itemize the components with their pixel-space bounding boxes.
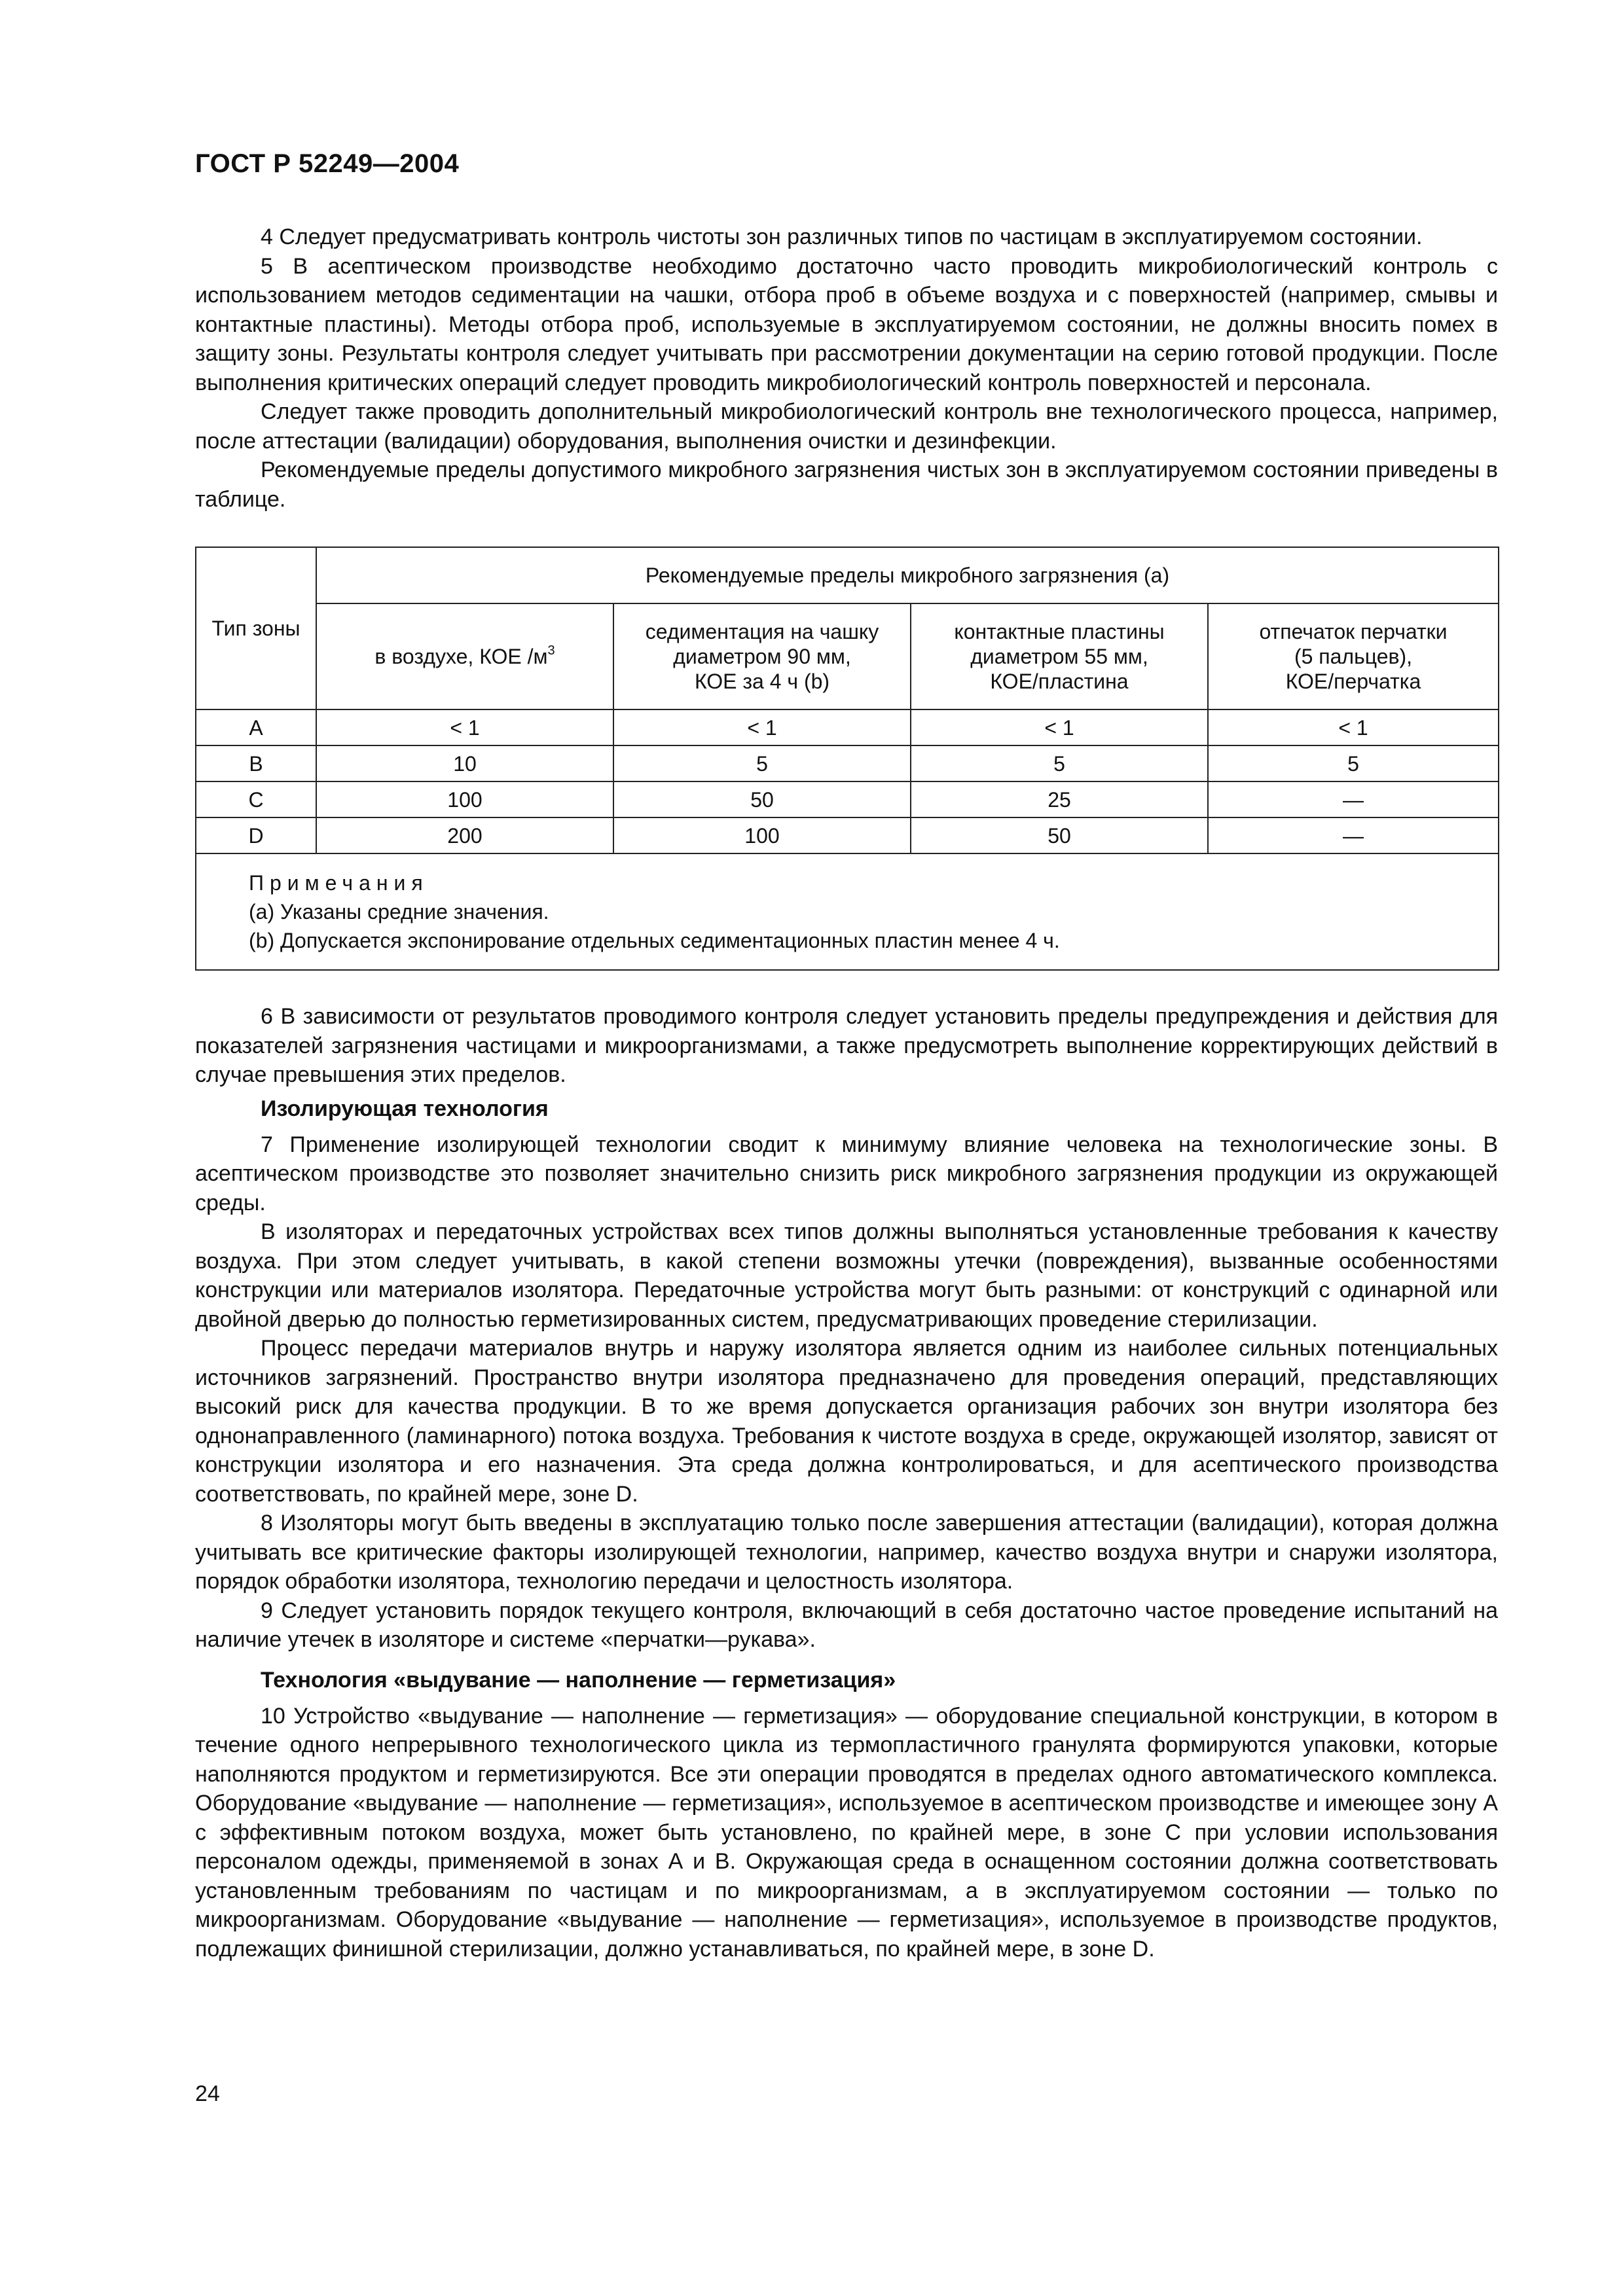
limits-group-header: Рекомендуемые пределы микробного загрязнения (a) (316, 547, 1499, 603)
paragraph-5-additional: Следует также проводить дополнительный микробиологический контроль вне технологического процесса, например, после аттестации (валидации) оборудования, выполнения очистки и дезинфекции. (195, 399, 1498, 454)
table-notes (196, 853, 1499, 970)
table-row (196, 781, 1499, 817)
air-cell: 100 (316, 781, 613, 817)
table-notes-row (196, 853, 1499, 970)
paragraph-10: 10 Устройство «выдувание — наполнение — герметизация» — оборудование специальной конструкции, в котором в течение одного непрерывного технологического цикла из термопластичного гранулята формируются упаковки, которые наполняются продуктом и герметизируются. Все эти операции проводятся в пределах одного автоматического комплекса. Оборудование «выдувание — наполнение — герметизация», используемое в асептическом производстве и имеющее зону А с эффективным потоком воздуха, может быть установлено, по крайней мере, в зоне С при условии использования персоналом одежды, применяемой в зонах А и В. Окружающая среда в оснащенном состоянии должна соответствовать установленным требованиям по частицам и по микроорганизмам, а в эксплуатируемом состоянии — только по микроорганизмам. Оборудование «выдувание — наполнение — герметизация», используемое в производстве продуктов, подлежащих финишной стерилизации, должно устанавливаться, по крайней мере, в зоне D. (195, 1703, 1498, 1962)
section-heading-blow-fill-seal: Технология «выдувание — наполнение — герметизация» (261, 1667, 896, 1693)
air-cell: 10 (316, 745, 613, 781)
note-a: (a) Указаны средние значения. (249, 900, 549, 924)
microbial-limits-table-wrap (195, 547, 1498, 971)
contact-plates-column-header: контактные пластины диаметром 55 мм, КОЕ/пластина (911, 603, 1208, 709)
zone-cell: B (196, 745, 316, 781)
paragraph-6: 6 В зависимости от результатов проводимого контроля следует установить пределы предупреждения и действия для показателей загрязнения частицами и микроорганизмами, а также предусмотреть выполнение корректирующих действий в случае превышения этих пределов. (195, 1004, 1498, 1087)
sedimentation-cell: 5 (613, 745, 911, 781)
glove-print-column-header: отпечаток перчатки (5 пальцев), КОЕ/перчатка (1208, 603, 1499, 709)
zone-cell: A (196, 709, 316, 745)
paragraph-4: 4 Следует предусматривать контроль чистоты зон различных типов по частицам в эксплуатируемом состоянии. (261, 224, 1423, 249)
air-cell: 200 (316, 817, 613, 853)
note-b: (b) Допускается экспонирование отдельных седиментационных пластин менее 4 ч. (249, 929, 1060, 952)
air-cell: < 1 (316, 709, 613, 745)
contact-cell: 25 (911, 781, 1208, 817)
air-column-header: в воздухе, КОЕ $/м^3$ (316, 603, 613, 709)
paragraph-7-transfer-process: Процесс передачи материалов внутрь и наружу изолятора является одним из наиболее сильных потенциальных источников загрязнений. Пространство внутри изолятора предназначено для проведения операций, представляющих высокий риск для качества продукции. В то же время допускается организация рабочих зон внутри изолятора без однонаправленного (ламинарного) потока воздуха. Требования к чистоте воздуха в среде, окружающей изолятор, зависят от конструкции изолятора и его назначения. Эта среда должна контролироваться, и для асептического производства соответствовать, по крайней мере, зоне D. (195, 1336, 1498, 1507)
document-id: ГОСТ Р 52249—2004 (195, 149, 460, 178)
notes-title: Примечания (249, 871, 429, 895)
glove-cell: < 1 (1208, 709, 1499, 745)
microbial-limits-table (195, 547, 1499, 971)
zone-cell: D (196, 817, 316, 853)
zone-type-header: Тип зоны (196, 547, 316, 709)
contact-cell: < 1 (911, 709, 1208, 745)
zone-cell: C (196, 781, 316, 817)
paragraph-7-transfer-devices: В изоляторах и передаточных устройствах всех типов должны выполняться установленные требования к качеству воздуха. При этом следует учитывать, в какой степени возможны утечки (повреждения), вызванные особенностями конструкции или материалов изолятора. Передаточные устройства могут быть разными: от конструкций с одинарной или двойной дверью до полностью герметизированных систем, предусматривающих проведение стерилизации. (195, 1219, 1498, 1332)
glove-cell: 5 (1208, 745, 1499, 781)
glove-cell: — (1208, 817, 1499, 853)
glove-cell: — (1208, 781, 1499, 817)
sedimentation-column-header: седиментация на чашку диаметром 90 мм, КОЕ за 4 ч (b) (613, 603, 911, 709)
document-body (195, 223, 1498, 1964)
paragraph-5: 5 В асептическом производстве необходимо достаточно часто проводить микробиологический контроль с использованием методов седиментации на чашки, отбора проб в объеме воздуха и с поверхностей (например, смывы и контактные пластины). Методы отбора проб, используемые в эксплуатируемом состоянии, не должны вносить помех в защиту зоны. Результаты контроля следует учитывать при рассмотрении документации на серию готовой продукции. После выполнения критических операций следует проводить микробиологический контроль поверхностей и персонала. (195, 253, 1498, 395)
paragraph-8: 8 Изоляторы могут быть введены в эксплуатацию только после завершения аттестации (валидации), которая должна учитывать все критические факторы изолирующей технологии, например, качество воздуха внутри и снаружи изолятора, порядок обработки изолятора, технологию передачи и целостность изолятора. (195, 1511, 1498, 1594)
contact-cell: 50 (911, 817, 1208, 853)
paragraph-7: 7 Применение изолирующей технологии сводит к минимуму влияние человека на технологические зоны. В асептическом производстве это позволяет значительно снизить риск микробного загрязнения продукции из окружающей среды. (195, 1132, 1498, 1215)
table-row (196, 745, 1499, 781)
page-number: 24 (195, 2081, 220, 2106)
sedimentation-cell: 50 (613, 781, 911, 817)
table-row (196, 817, 1499, 853)
section-heading-isolator: Изолирующая технология (261, 1096, 549, 1121)
sedimentation-cell: 100 (613, 817, 911, 853)
contact-cell: 5 (911, 745, 1208, 781)
table-row (196, 709, 1499, 745)
paragraph-5-table-intro: Рекомендуемые пределы допустимого микробного загрязнения чистых зон в эксплуатируемом состоянии приведены в таблице. (195, 457, 1498, 512)
sedimentation-cell: < 1 (613, 709, 911, 745)
paragraph-9: 9 Следует установить порядок текущего контроля, включающий в себя достаточно частое проведение испытаний на наличие утечек в изоляторе и системе «перчатки—рукава». (195, 1598, 1498, 1652)
